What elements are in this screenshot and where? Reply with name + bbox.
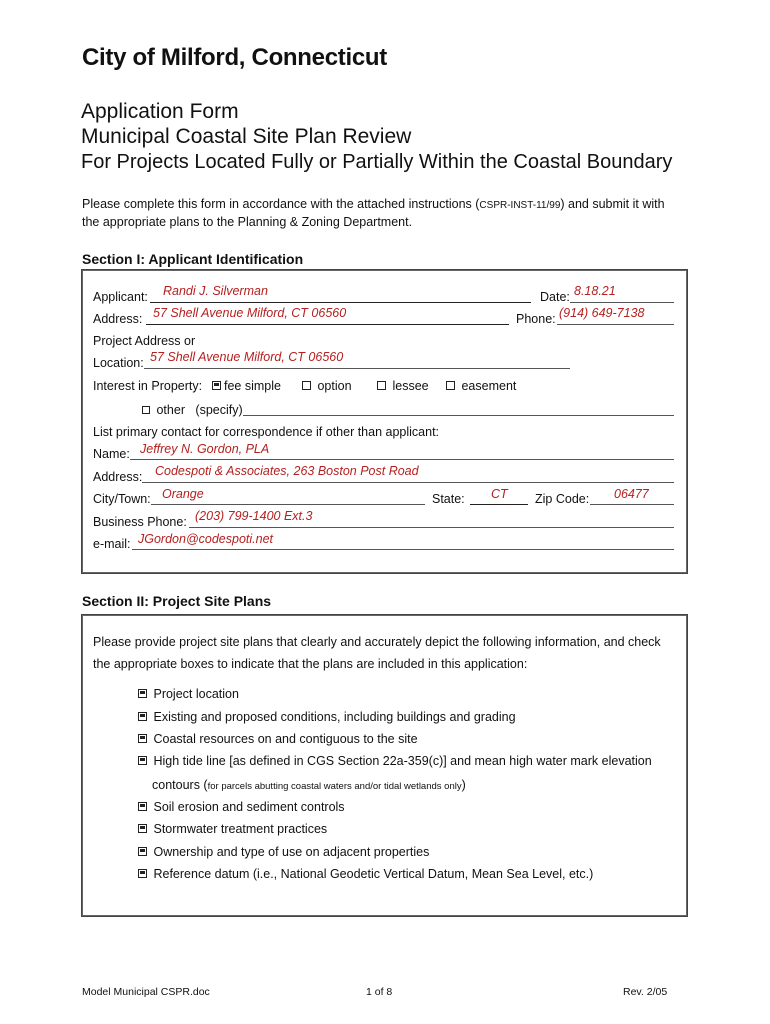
plan-checkbox[interactable] bbox=[138, 756, 147, 765]
plan-checkbox[interactable] bbox=[138, 824, 147, 833]
fee-simple-label: fee simple bbox=[224, 379, 281, 393]
plan-checkbox[interactable] bbox=[138, 689, 147, 698]
interest-option[interactable] bbox=[302, 379, 352, 393]
plan-item-label: Existing and proposed conditions, including buildings and grading bbox=[153, 710, 516, 724]
contours-note: for parcels abutting coastal waters and/or tidal wetlands only bbox=[207, 781, 462, 792]
plan-checkbox[interactable] bbox=[138, 869, 147, 878]
contours-text: contours ( bbox=[152, 778, 208, 792]
form-subtitle: Application Form bbox=[81, 100, 239, 123]
form-scope: For Projects Located Fully or Partially Within the Coastal Boundary bbox=[81, 151, 673, 173]
lessee-label: lessee bbox=[392, 379, 429, 393]
form-name: Municipal Coastal Site Plan Review bbox=[81, 125, 412, 148]
applicant-field[interactable]: Randi J. Silverman bbox=[163, 284, 268, 298]
address-field[interactable]: 57 Shell Avenue Milford, CT 06560 bbox=[153, 306, 347, 320]
project-address-label: Project Address or bbox=[93, 334, 196, 348]
plan-item-label: Ownership and type of use on adjacent properties bbox=[153, 845, 430, 859]
plan-item-project-location[interactable] bbox=[138, 687, 239, 701]
plan-checkbox[interactable] bbox=[138, 802, 147, 811]
plan-checkbox[interactable] bbox=[138, 847, 147, 856]
location-field[interactable]: 57 Shell Avenue Milford, CT 06560 bbox=[150, 350, 344, 364]
city-label: City/Town: bbox=[93, 492, 151, 506]
plan-checkbox[interactable] bbox=[138, 734, 147, 743]
contact-address-label: Address: bbox=[93, 470, 143, 484]
intro-paragraph bbox=[82, 196, 682, 230]
plan-item-coastal-resources[interactable] bbox=[138, 732, 418, 746]
phone-field[interactable]: (914) 649-7138 bbox=[559, 306, 645, 320]
interest-fee-simple[interactable] bbox=[212, 379, 281, 393]
state-label: State: bbox=[432, 492, 465, 506]
business-phone-label: Business Phone: bbox=[93, 515, 187, 529]
address-label: Address: bbox=[93, 312, 143, 326]
intro-text-after: ) and submit it with the appropriate plans to the Planning & Zoning Department. bbox=[82, 197, 665, 229]
intro-text: Please complete this form in accordance with the attached instructions ( bbox=[82, 197, 480, 211]
plan-item-label: Coastal resources on and contiguous to the site bbox=[153, 732, 418, 746]
section1-heading: Section I: Applicant Identification bbox=[82, 251, 304, 267]
plan-item-contours-note bbox=[152, 778, 466, 792]
contact-name-line bbox=[130, 459, 674, 460]
other-label: other bbox=[156, 403, 185, 417]
option-label: option bbox=[317, 379, 352, 393]
option-checkbox[interactable] bbox=[302, 381, 311, 390]
plan-item-label: Project location bbox=[153, 687, 239, 701]
phone-field-line bbox=[557, 324, 674, 325]
plan-item-label: Soil erosion and sediment controls bbox=[153, 800, 345, 814]
location-label: Location: bbox=[93, 356, 144, 370]
plan-item-stormwater[interactable] bbox=[138, 822, 327, 836]
email-field-line bbox=[132, 549, 674, 550]
email-label: e-mail: bbox=[93, 537, 131, 551]
contours-close: ) bbox=[461, 778, 466, 792]
footer-page-number: 1 of 8 bbox=[366, 986, 393, 998]
lessee-checkbox[interactable] bbox=[377, 381, 386, 390]
date-field[interactable]: 8.18.21 bbox=[574, 284, 616, 298]
plan-checkbox[interactable] bbox=[138, 712, 147, 721]
section2-instructions-line2: the appropriate boxes to indicate that the plans are included in this application: bbox=[93, 657, 528, 671]
plan-item-conditions[interactable] bbox=[138, 710, 516, 724]
interest-easement[interactable] bbox=[446, 379, 516, 393]
applicant-label: Applicant: bbox=[93, 290, 148, 304]
address-field-line bbox=[146, 324, 509, 325]
instructions-code: CSPR-INST-11/99 bbox=[479, 200, 561, 211]
section2-heading: Section II: Project Site Plans bbox=[82, 593, 272, 609]
plan-item-high-tide-line[interactable] bbox=[138, 754, 652, 768]
section2-instructions-line1: Please provide project site plans that clearly and accurately depict the following information, and check bbox=[93, 635, 661, 649]
location-field-line bbox=[144, 368, 570, 369]
contact-name-label: Name: bbox=[93, 447, 130, 461]
footer-revision: Rev. 2/05 bbox=[623, 986, 668, 998]
contact-address-field[interactable]: Codespoti & Associates, 263 Boston Post Road bbox=[155, 464, 419, 478]
interest-lessee[interactable] bbox=[377, 379, 429, 393]
date-field-line bbox=[570, 302, 674, 303]
business-phone-line bbox=[189, 527, 674, 528]
page-title: City of Milford, Connecticut bbox=[82, 44, 387, 71]
plan-item-label: Reference datum (i.e., National Geodetic Vertical Datum, Mean Sea Level, etc.) bbox=[153, 867, 594, 881]
other-checkbox[interactable] bbox=[142, 406, 150, 414]
specify-label: (specify) bbox=[195, 403, 243, 417]
city-field[interactable]: Orange bbox=[162, 487, 204, 501]
contact-address-line bbox=[142, 482, 674, 483]
interest-other[interactable] bbox=[142, 403, 243, 417]
business-phone-field[interactable]: (203) 799-1400 Ext.3 bbox=[195, 509, 313, 523]
plan-item-label: High tide line [as defined in CGS Section 22a-359(c)] and mean high water mark elevation bbox=[153, 754, 652, 768]
email-field[interactable]: JGordon@codespoti.net bbox=[138, 532, 273, 546]
date-label: Date: bbox=[540, 290, 570, 304]
zip-field-line bbox=[590, 504, 674, 505]
phone-label: Phone: bbox=[516, 312, 556, 326]
contact-intro: List primary contact for correspondence if other than applicant: bbox=[93, 425, 440, 439]
interest-label: Interest in Property: bbox=[93, 379, 203, 393]
plan-item-ownership[interactable] bbox=[138, 845, 429, 859]
specify-field-line[interactable] bbox=[243, 415, 674, 416]
easement-label: easement bbox=[461, 379, 517, 393]
footer-filename: Model Municipal CSPR.doc bbox=[82, 986, 210, 998]
fee-simple-checkbox[interactable] bbox=[212, 381, 221, 390]
applicant-field-line bbox=[150, 302, 531, 303]
state-field[interactable]: CT bbox=[491, 487, 508, 501]
zip-field[interactable]: 06477 bbox=[614, 487, 649, 501]
city-field-line bbox=[151, 504, 425, 505]
easement-checkbox[interactable] bbox=[446, 381, 455, 390]
plan-item-reference-datum[interactable] bbox=[138, 867, 593, 881]
plan-item-label: Stormwater treatment practices bbox=[153, 822, 328, 836]
zip-label: Zip Code: bbox=[535, 492, 590, 506]
contact-name-field[interactable]: Jeffrey N. Gordon, PLA bbox=[140, 442, 270, 456]
state-field-line bbox=[470, 504, 528, 505]
plan-item-soil-erosion[interactable] bbox=[138, 800, 345, 814]
